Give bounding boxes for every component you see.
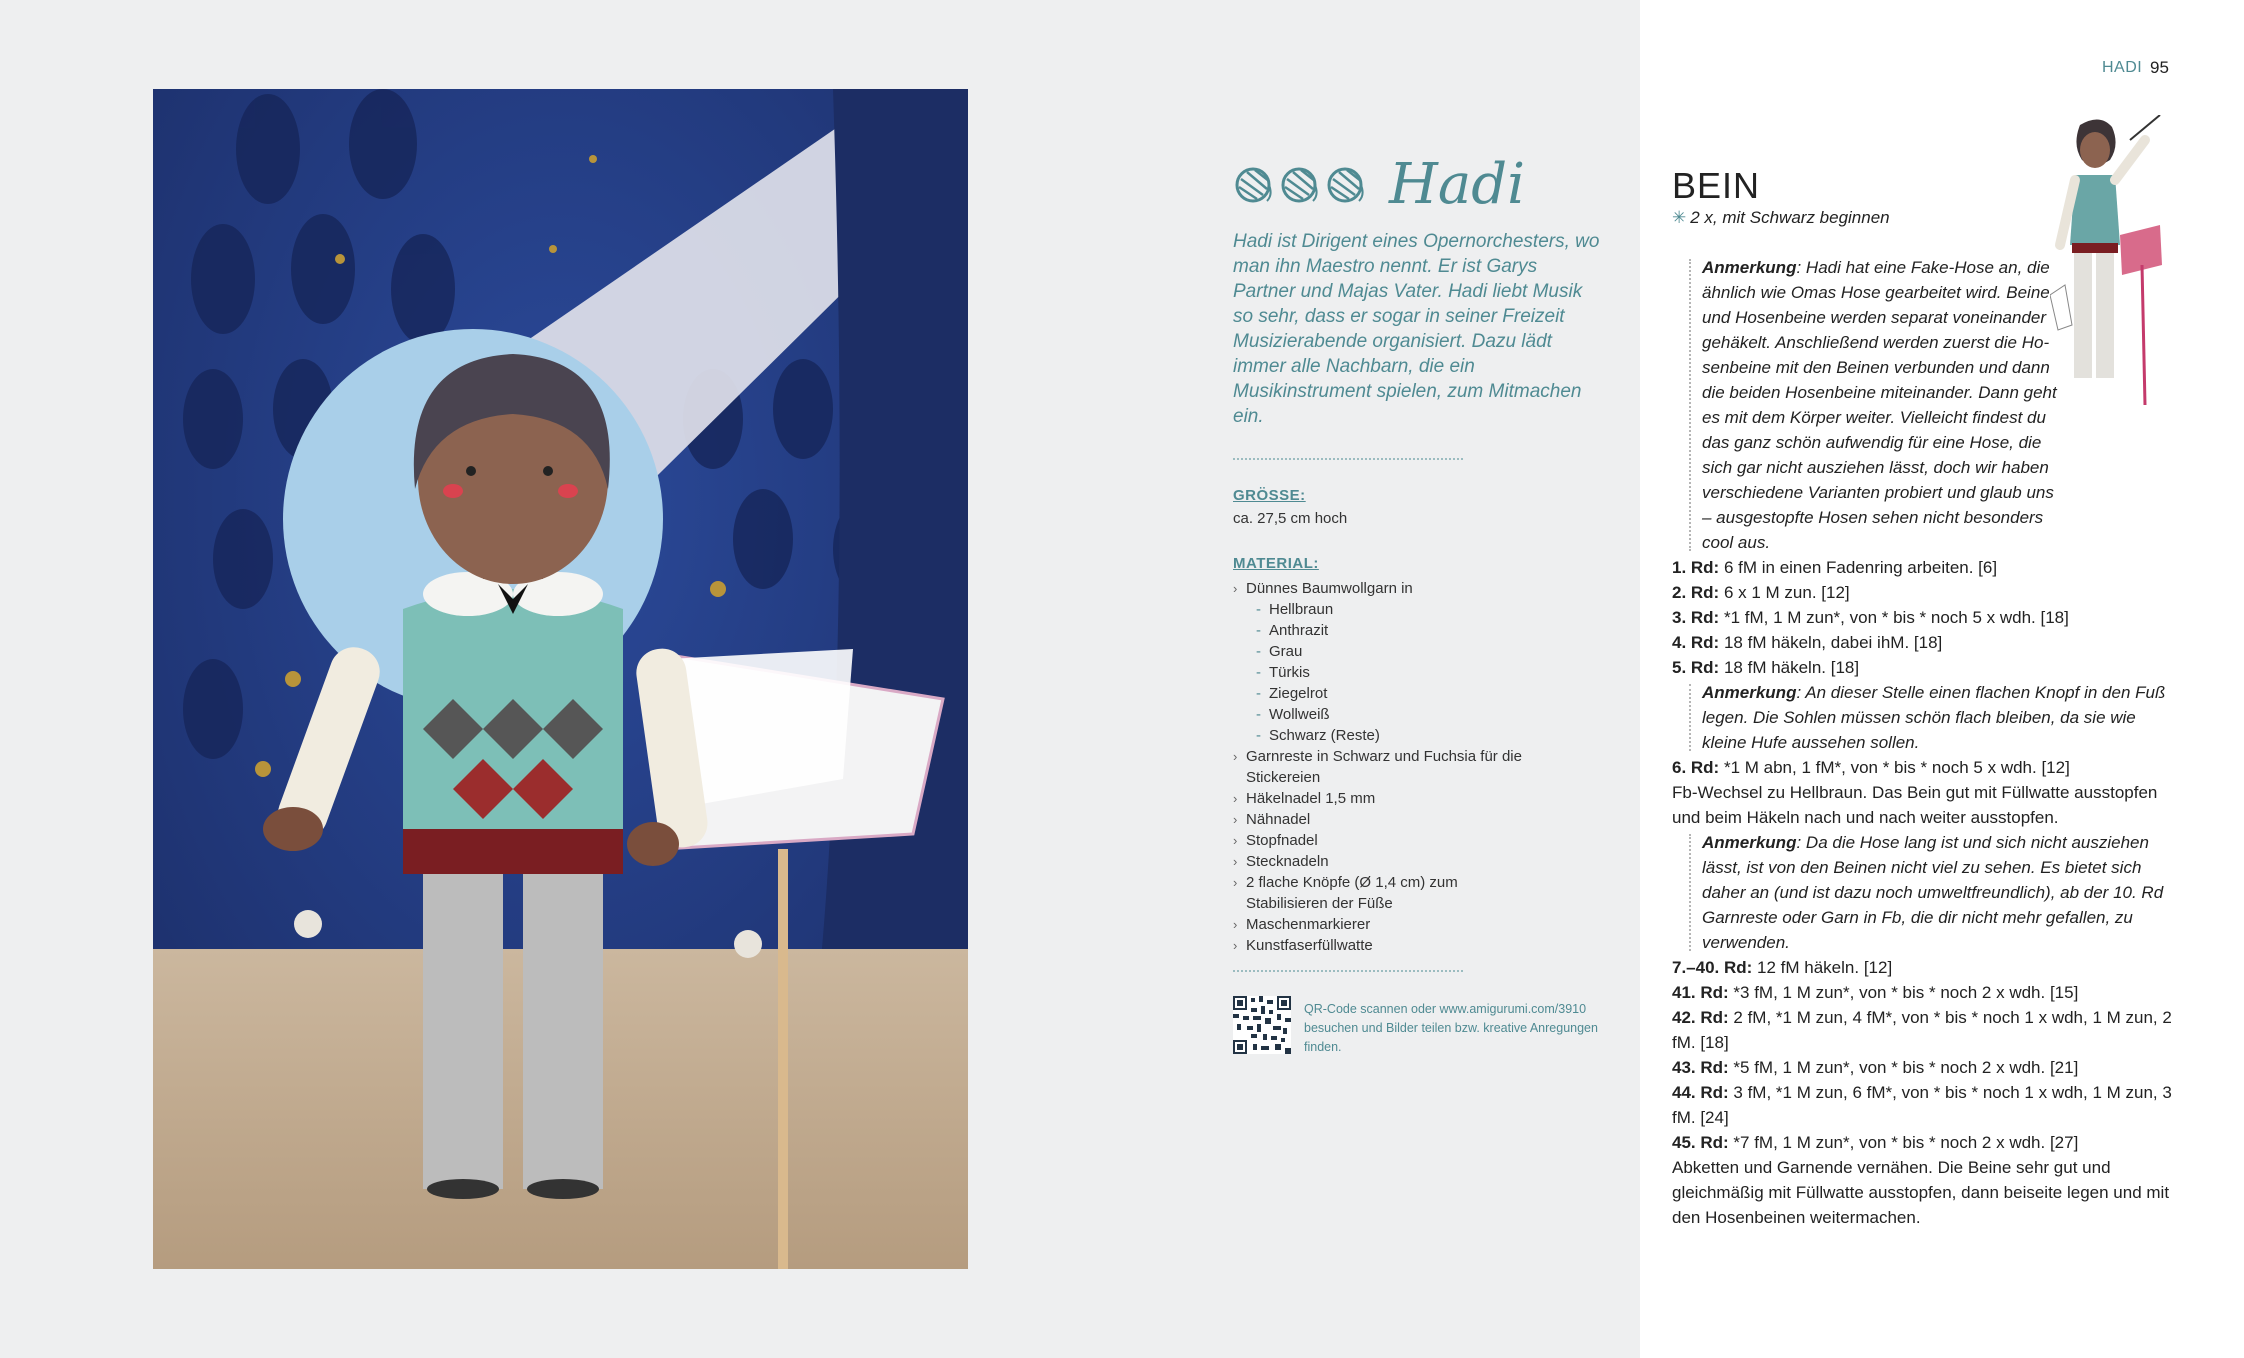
page-number: 95 bbox=[2150, 58, 2169, 77]
qr-instructions: QR-Code scannen oder www.amigurumi.com/3910 besuchen und Bilder teilen bzw. kreative Anregungen finden. bbox=[1304, 1002, 1598, 1054]
section-heading: BEIN bbox=[1672, 165, 1761, 206]
divider bbox=[1233, 970, 1463, 972]
chevron-right-icon: › bbox=[1233, 875, 1238, 890]
pattern-title: Hadi bbox=[1389, 152, 1525, 217]
yarn-ball-icon bbox=[1233, 165, 1273, 205]
row-instruction: 44. Rd: 3 fM, *1 M zun, 6 fM*, von * bis * noch 1 x wdh, 1 M zun, 3 fM. [24] bbox=[1672, 1083, 2172, 1127]
size-label: GRÖSSE: bbox=[1233, 487, 1306, 504]
row-instruction: 2. Rd: 6 x 1 M zun. [12] bbox=[1672, 583, 1850, 602]
material-label: MATERIAL: bbox=[1233, 555, 1319, 572]
row-instruction: 3. Rd: *1 fM, 1 M zun*, von * bis * noch 5 x wdh. [18] bbox=[1672, 608, 2069, 627]
yarn-color-item: - Wollweiß bbox=[1256, 706, 1330, 723]
material-item: › Kunstfaserfüllwatte bbox=[1233, 937, 1373, 954]
yarn-ball-icon bbox=[1325, 165, 1365, 205]
row-instruction: 43. Rd: *5 fM, 1 M zun*, von * bis * noch 2 x wdh. [21] bbox=[1672, 1058, 2079, 1077]
row-instruction: 5. Rd: 18 fM häkeln. [18] bbox=[1672, 658, 1860, 677]
material-item: › Garnreste in Schwarz und Fuchsia für die Stickereien bbox=[1233, 748, 1522, 786]
yarn-ball-icon bbox=[1279, 165, 1319, 205]
chevron-right-icon: › bbox=[1233, 938, 1238, 953]
qr-code-icon[interactable] bbox=[1233, 996, 1291, 1054]
material-list bbox=[1233, 578, 1533, 956]
material-item: › Maschenmarkierer bbox=[1233, 916, 1371, 933]
asterisk-icon: ✳ bbox=[1672, 208, 1687, 227]
note: Anmerkung: Da die Hose lang ist und sich nicht ausziehen lässt, ist von den Beinen nicht viel zu sehen. Es bietet sich daher an (und ist dazu noch umweltfreundlich), ab der 10. Rd Garnreste oder Garn in Fb, die dir nicht mehr gefallen, zu verwenden. bbox=[1672, 830, 2178, 955]
material-item: › Dünnes Baumwollgarn in - Hellbraun - Anthrazit - Grau - Türkis - Ziegelrot - Wollweiß - Schwarz (Reste) bbox=[1233, 578, 1533, 746]
row-instruction: 4. Rd: 18 fM häkeln, dabei ihM. [18] bbox=[1672, 633, 1943, 652]
note: Anmerkung: Hadi hat eine Fake-Hose an, die ähnlich wie Omas Hose gearbeitet wird. Beine und Hosenbeine werden separat voneinander gehäkelt. Anschließend werden zuerst die Hosenbeine mit den Beinen verbunden und dann die beiden Hosenbeine miteinander. Dann geht es mit dem Körper weiter. Vielleicht findest du das ganz schön aufwendig für eine Hose, die sich gar nicht ausziehen lässt, doch wir haben verschiedene Varianten probiert und glaub uns – ausgestopfte Hosen sehen nicht besonders cool aus. bbox=[1672, 255, 2178, 555]
instruction-text: Fb-Wechsel zu Hellbraun. Das Bein gut mit Füllwatte ausstopfen und beim Häkeln nach und nach weiter ausstopfen. bbox=[1672, 783, 2158, 827]
yarn-color-item: - Anthrazit bbox=[1256, 622, 1329, 639]
photo-illustration bbox=[153, 89, 968, 1269]
running-head: HADI bbox=[2102, 59, 2143, 76]
row-instruction: 6. Rd: *1 M abn, 1 fM*, von * bis * noch 5 x wdh. [12] bbox=[1672, 758, 2070, 777]
row-instruction: 41. Rd: *3 fM, 1 M zun*, von * bis * noch 2 x wdh. [15] bbox=[1672, 983, 2079, 1002]
chevron-right-icon: › bbox=[1233, 581, 1238, 596]
doll-photo bbox=[153, 89, 968, 1269]
pattern-instructions bbox=[1672, 255, 2178, 1230]
material-item: › Häkelnadel 1,5 mm bbox=[1233, 790, 1376, 807]
chevron-right-icon: › bbox=[1233, 854, 1238, 869]
row-instruction: 45. Rd: *7 fM, 1 M zun*, von * bis * noch 2 x wdh. [27] bbox=[1672, 1133, 2079, 1152]
yarn-color-item: - Türkis bbox=[1256, 664, 1310, 681]
yarn-color-item: - Hellbraun bbox=[1256, 601, 1334, 618]
instruction-text: Abketten und Garnende vernähen. Die Beine sehr gut und gleichmäßig mit Füllwatte ausstopfen, dann beiseite legen und mit den Hosenbeinen weitermachen. bbox=[1672, 1158, 2170, 1227]
chevron-right-icon: › bbox=[1233, 749, 1238, 764]
material-item: › Stopfnadel bbox=[1233, 832, 1318, 849]
chevron-right-icon: › bbox=[1233, 833, 1238, 848]
row-instruction: 1. Rd: 6 fM in einen Fadenring arbeiten. [6] bbox=[1672, 558, 1998, 577]
size-value: ca. 27,5 cm hoch bbox=[1233, 510, 1348, 527]
chevron-right-icon: › bbox=[1233, 791, 1238, 806]
yarn-color-item: - Ziegelrot bbox=[1256, 685, 1328, 702]
title-row bbox=[1233, 150, 1525, 220]
note: Anmerkung: An dieser Stelle einen flachen Knopf in den Fuß legen. Die Sohlen müssen schön flach bleiben, da sie wie kleine Hufe aussehen sollen. bbox=[1672, 680, 2178, 755]
section-subtitle: ✳ 2 x, mit Schwarz beginnen bbox=[1672, 208, 1890, 227]
row-instruction: 42. Rd: 2 fM, *1 M zun, 4 fM*, von * bis * noch 1 x wdh, 1 M zun, 2 fM. [18] bbox=[1672, 1008, 2172, 1052]
chevron-right-icon: › bbox=[1233, 812, 1238, 827]
yarn-color-item: - Schwarz (Reste) bbox=[1256, 727, 1380, 744]
material-item: › Nähnadel bbox=[1233, 811, 1311, 828]
yarn-color-item: - Grau bbox=[1256, 643, 1303, 660]
row-instruction: 7.–40. Rd: 12 fM häkeln. [12] bbox=[1672, 958, 1893, 977]
chevron-right-icon: › bbox=[1233, 917, 1238, 932]
material-item: › Stecknadeln bbox=[1233, 853, 1329, 870]
intro-text: Hadi ist Dirigent eines Opernorchesters, wo man ihn Maestro nennt. Er ist Garys Partner und Majas Vater. Hadi liebt Musik so sehr, dass er sogar in seiner Freizeit Musizierabende organisiert. Dazu lädt immer alle Nachbarn, die ein Musikinstrument spielen, zum Mitmachen ein. bbox=[1233, 231, 1600, 427]
material-item: › 2 flache Knöpfe (Ø 1,4 cm) zum Stabilisieren der Füße bbox=[1233, 874, 1458, 912]
yarn-color-list bbox=[1246, 599, 1533, 746]
divider bbox=[1233, 458, 1463, 460]
